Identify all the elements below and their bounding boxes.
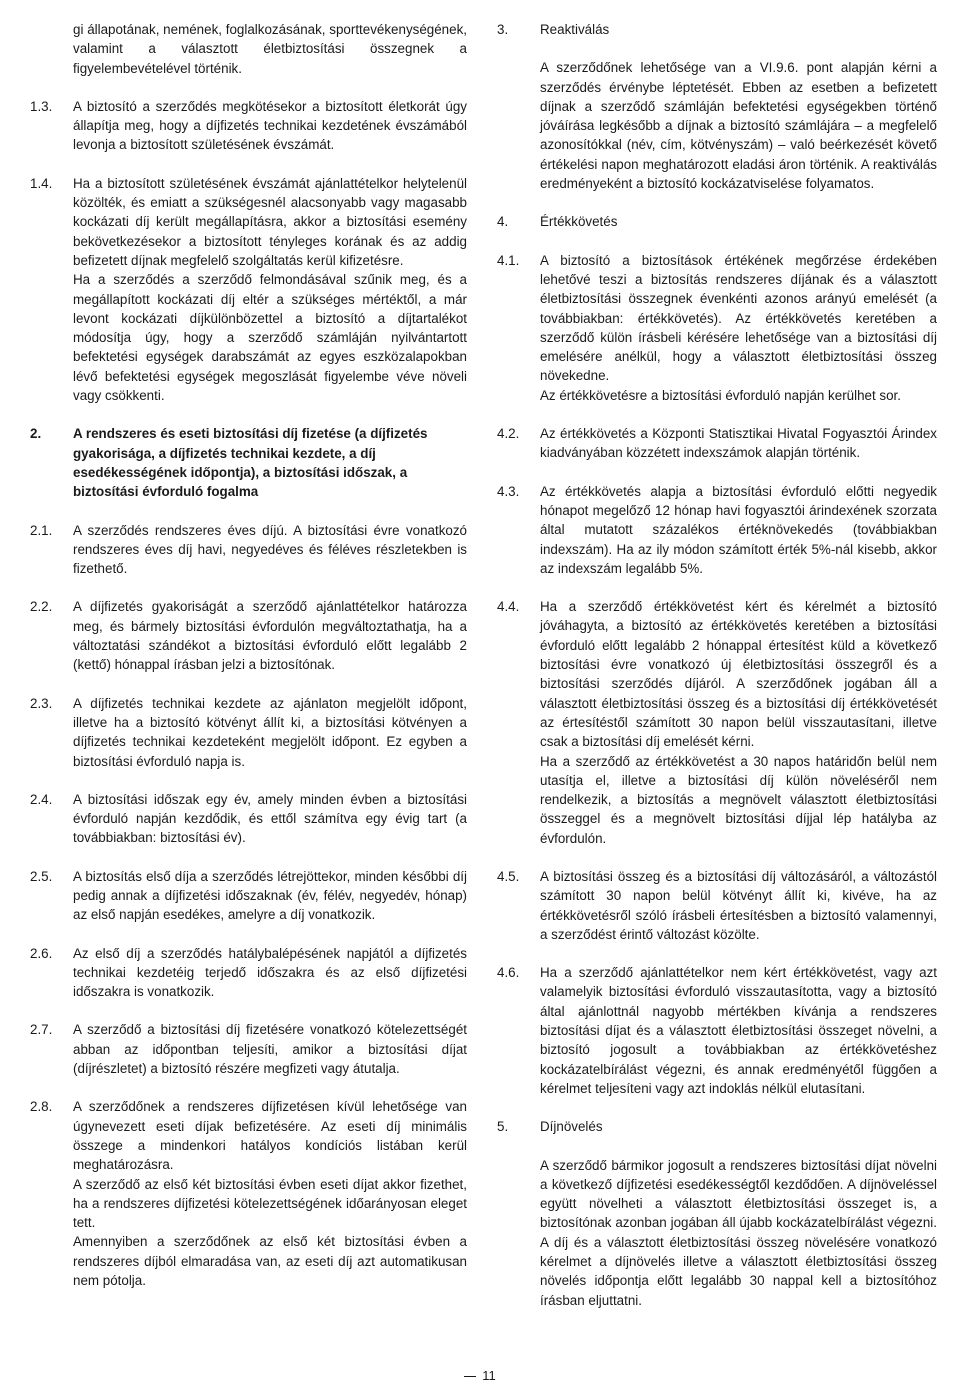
paragraph: A szerződő a biztosítási díj fizetésére vonatkozó kötelezettségét abban az időpontban teljesíti, amikor a biztosítási díjat (díjrészletet) a biztosító részére megfizeti vagy átutalja.	[73, 1022, 467, 1077]
clause-4-3	[497, 482, 937, 578]
section-title: Díjnövelés	[540, 1119, 603, 1135]
paragraph: A szerződőnek lehetősége van a VI.9.6. pont alapján kérni a szerződés érvénybe léptetését. Ebben az esetben a befizetett díjnak a szerződő számláján befektetési egységekben történő jóváírása legkésőbb a díjnak a biztosító számlájára – a megfelelő azonosítókkal (név, cím, kötvényszám) – való beérkezését követő értékelési napon meghatározott eladási áron történik. A reaktiválás eredményeként a biztosító kockázatviselése folyamatos.	[540, 60, 937, 192]
clause-2-5	[30, 867, 467, 925]
section-title: Értékkövetés	[540, 214, 618, 230]
page-footer	[0, 1366, 960, 1385]
clause-4-6	[497, 963, 937, 1098]
clause-2-8	[30, 1097, 467, 1290]
section-number: 3.	[497, 22, 509, 37]
clause-1-4	[30, 174, 467, 406]
section-3-body	[497, 58, 937, 193]
clause-1-3	[30, 97, 467, 155]
clause-number: 4.5.	[497, 868, 520, 884]
paragraph: gi állapotának, nemének, foglalkozásának, sporttevékenységének, valamint a választott életbiztosítási összegnek a figyelembevételével történik.	[73, 22, 467, 76]
paragraph: A díjfizetés gyakoriságát a szerződő ajánlattételkor határozza meg, és bármely biztosítási évfordulón megváltoztathatja, ha a változtatási szándékot a biztosítási évforduló előtt legalább 2 (kettő) hónappal írásban jelzi a biztosítónak.	[73, 599, 467, 673]
paragraph: Ha a biztosított születésének évszámát ajánlattételkor helytelenül közölték, és emiatt a szükségesnél alacsonyabb vagy magasabb kockázati díj került megállapításra, akkor a biztosítási esemény bekövetkezésekor a biztosított tényleges korának és az addig befizetett díjnak megfelelő szolgáltatás kerül kifizetésre.	[73, 175, 467, 268]
page-number: 11	[482, 1368, 496, 1383]
section-number: 2.	[30, 426, 42, 442]
paragraph: Az első díj a szerződés hatálybalépésének napjától a díjfizetés technikai kezdetéig terjedő időszakra és az első díjfizetési időszakra is vonatkozik.	[73, 945, 467, 1000]
paragraph: A biztosítás első díja a szerződés létrejöttekor, minden későbbi díj pedig annak a díjfizetési időszaknak (év, félév, negyedév, hónap) az első napján esedékes, amelyre a díj vonatkozik.	[73, 868, 467, 923]
clause-2-7	[30, 1020, 467, 1078]
paragraph: A díjfizetés technikai kezdete az ajánlaton megjelölt időpont, illetve ha a biztosító kötvényt állít ki, a biztosítási kötvényen a díjfizetés technikai kezdeteként megjelölt időpont. Ez egyben a biztosítási évforduló napja is.	[73, 695, 467, 769]
section-title: A rendszeres és eseti biztosítási díj fizetése (a díjfizetés gyakorisága, a díjfizetés technikai kezdete, a díj esedékességének időpontja), a biztosítási időszak, a biztosítási évforduló fogalma	[73, 426, 428, 500]
clause-2-2	[30, 597, 467, 674]
paragraph: A szerződőnek a rendszeres díjfizetésen kívül lehetősége van úgynevezett eseti díjak befizetésére. Az eseti díj minimális összege a mindenkori hatályos kondíciós listában kerül meghatározásra.	[73, 1099, 467, 1173]
section-2-heading	[30, 424, 467, 501]
clause-number: 4.6.	[497, 965, 520, 981]
left-column	[30, 20, 467, 1309]
footer-dash	[464, 1376, 476, 1377]
clause-number: 4.1.	[497, 252, 520, 268]
clause-number: 2.1.	[30, 522, 53, 538]
clause-2-6	[30, 944, 467, 1002]
paragraph: Az értékkövetés alapja a biztosítási évforduló előtti negyedik hónapot megelőző 12 hónap havi fogyasztói árindexének szorzata által mutatott százalékos értéknövekedés (továbbiakban indexszám). Ha az ily módon számított érték 5%-nál kisebb, akkor az indexszám legalább 5%.	[540, 483, 937, 576]
paragraph: A szerződés rendszeres éves díjú. A biztosítási évre vonatkozó rendszeres éves díj havi, negyedéves és féléves részletekben is fizethető.	[73, 522, 467, 577]
right-column	[497, 20, 937, 1329]
section-title: Reaktiválás	[540, 22, 610, 37]
section-5-body	[497, 1156, 937, 1310]
clause-number: 1.4.	[30, 175, 53, 191]
clause-2-4	[30, 790, 467, 848]
clause-number: 2.7.	[30, 1022, 53, 1038]
clause-number: 1.3.	[30, 98, 53, 114]
paragraph: A biztosító a szerződés megkötésekor a biztosított életkorát úgy állapítja meg, hogy a díjfizetés technikai kezdetének évszámából levonja a biztosított születésének évszámát.	[73, 98, 467, 153]
paragraph: Ha a szerződő ajánlattételkor nem kért értékkövetést, vagy azt valamelyik biztosítási évforduló visszautasította, vagy a biztosító által ajánlottnál nagyobb mértékben kívánja a rendszeres biztosítási díjat és a választott életbiztosítási összeget növelni, a biztosító jogosult a továbbiakban az értékkövetéshez kockázatelbírálást végezni, és annak eredményétől függően a kérelmet teljesíteni vagy azt indoklás nélkül elutasítani.	[540, 965, 937, 1096]
paragraph: Amennyiben a szerződőnek az első két biztosítási évben a rendszeres díjból elmaradása van, az eseti díj azt automatikusan nem pótolja.	[73, 1234, 467, 1289]
paragraph: A biztosító a biztosítások értékének megőrzése érdekében lehetővé teszi a biztosítás rendszeres díjának és a választott életbiztosítási összegnek évenkénti azonos arányú emelését (a továbbiakban: értékkövetés). Az értékkövetés keretében a szerződő külön írásbeli kérésére lehetősége van a biztosítási díj emelésére anélkül, hogy a választott életbiztosítási összeg növekedne.	[540, 252, 937, 384]
section-3-heading	[497, 20, 937, 39]
paragraph: Az értékkövetésre a biztosítási évforduló napján kerülhet sor.	[540, 387, 901, 403]
clause-number: 2.2.	[30, 599, 53, 615]
clause-number: 4.4.	[497, 599, 520, 615]
clause-4-4	[497, 597, 937, 848]
paragraph: Ha a szerződő az értékkövetést a 30 napos határidőn belül nem utasítja el, illetve a biztosítási díj külön növeléséről nem rendelkezik, a biztosítás a megnövelt választott életbiztosítási összeggel és a megnövelt biztosítási díjjal lép hatályba az évfordulón.	[540, 753, 937, 846]
clause-number: 2.3.	[30, 695, 53, 711]
clause-number: 2.5.	[30, 868, 53, 884]
clause-number: 2.6.	[30, 945, 53, 961]
clause-2-3	[30, 694, 467, 771]
clause-number: 4.2.	[497, 426, 520, 442]
section-number: 4.	[497, 214, 509, 230]
clause-2-1	[30, 521, 467, 579]
paragraph: A szerződő az első két biztosítási évben eseti díjat akkor fizethet, ha a rendszeres díjfizetési kötelezettségének időarányosan eleget tett.	[73, 1176, 467, 1231]
paragraph: A biztosítási időszak egy év, amely minden évben a biztosítási évforduló napján kezdődik, és ettől számítva egy évig tart (a továbbiakban: biztosítási év).	[73, 791, 467, 846]
section-4-heading	[497, 212, 937, 231]
section-5-heading	[497, 1117, 937, 1136]
clause-4-2	[497, 424, 937, 463]
paragraph: A szerződő bármikor jogosult a rendszeres biztosítási díjat növelni a következő díjfizetési esedékességtől kezdődően. A díjnöveléssel együtt növelheti a választott életbiztosítási összeget is, a biztosítónak azonban jogában áll újabb kockázatelbírálást végezni. A díj és a választott életbiztosítási összeg növelésére vonatkozó kérelmet a díjnövelés illetve a választott életbiztosítási összeg növelés időpontja előtt legalább 30 nappal kell a biztosítóhoz írásban eljuttatni.	[540, 1157, 937, 1308]
paragraph: A biztosítási összeg és a biztosítási díj változásáról, a változástól számított 30 napon belül kötvényt állít ki, kivéve, ha az értékkövetésről szóló írásbeli értesítésben a biztosító valamennyi, a szerződést érintő változást közölte.	[540, 868, 937, 942]
clause-number: 2.4.	[30, 791, 53, 807]
paragraph: Az értékkövetés a Központi Statisztikai Hivatal Fogyasztói Árindex kiadványában közzétett indexszámok alapján történik.	[540, 426, 937, 461]
clause-4-1	[497, 251, 937, 405]
section-number: 5.	[497, 1119, 509, 1135]
paragraph: Ha a szerződő értékkövetést kért és kérelmét a biztosító jóváhagyta, a biztosító az értékkövetés keretében a biztosítási évforduló előtt legalább 2 hónappal értesítést küld a következő biztosítási évre vonatkozó új életbiztosítási összegről és a biztosítási szerződés díjáról. A szerződőnek jogában áll a választott életbiztosítási összeg és a biztosítási díj értékkövetését az értesítéstől számított 30 napon belül visszautasítani, illetve csak a biztosítási díj emelését kérni.	[540, 599, 937, 750]
clause-4-5	[497, 867, 937, 944]
continuation-paragraph	[30, 20, 467, 78]
clause-number: 4.3.	[497, 483, 520, 499]
clause-number: 2.8.	[30, 1099, 53, 1115]
paragraph: Ha a szerződés a szerződő felmondásával szűnik meg, és a megállapított kockázati díj eltér a szükséges mértéktől, a már levont kockázati díjkülönbözettel a biztosító a díjtartalékot módosítja úgy, hogy a szerződő számláján nyilvántartott befektetési egységek darabszámát az egyes eszközalapokban lévő befektetési egységek megoszlását figyelembe véve növeli vagy csökkenti.	[73, 272, 467, 404]
